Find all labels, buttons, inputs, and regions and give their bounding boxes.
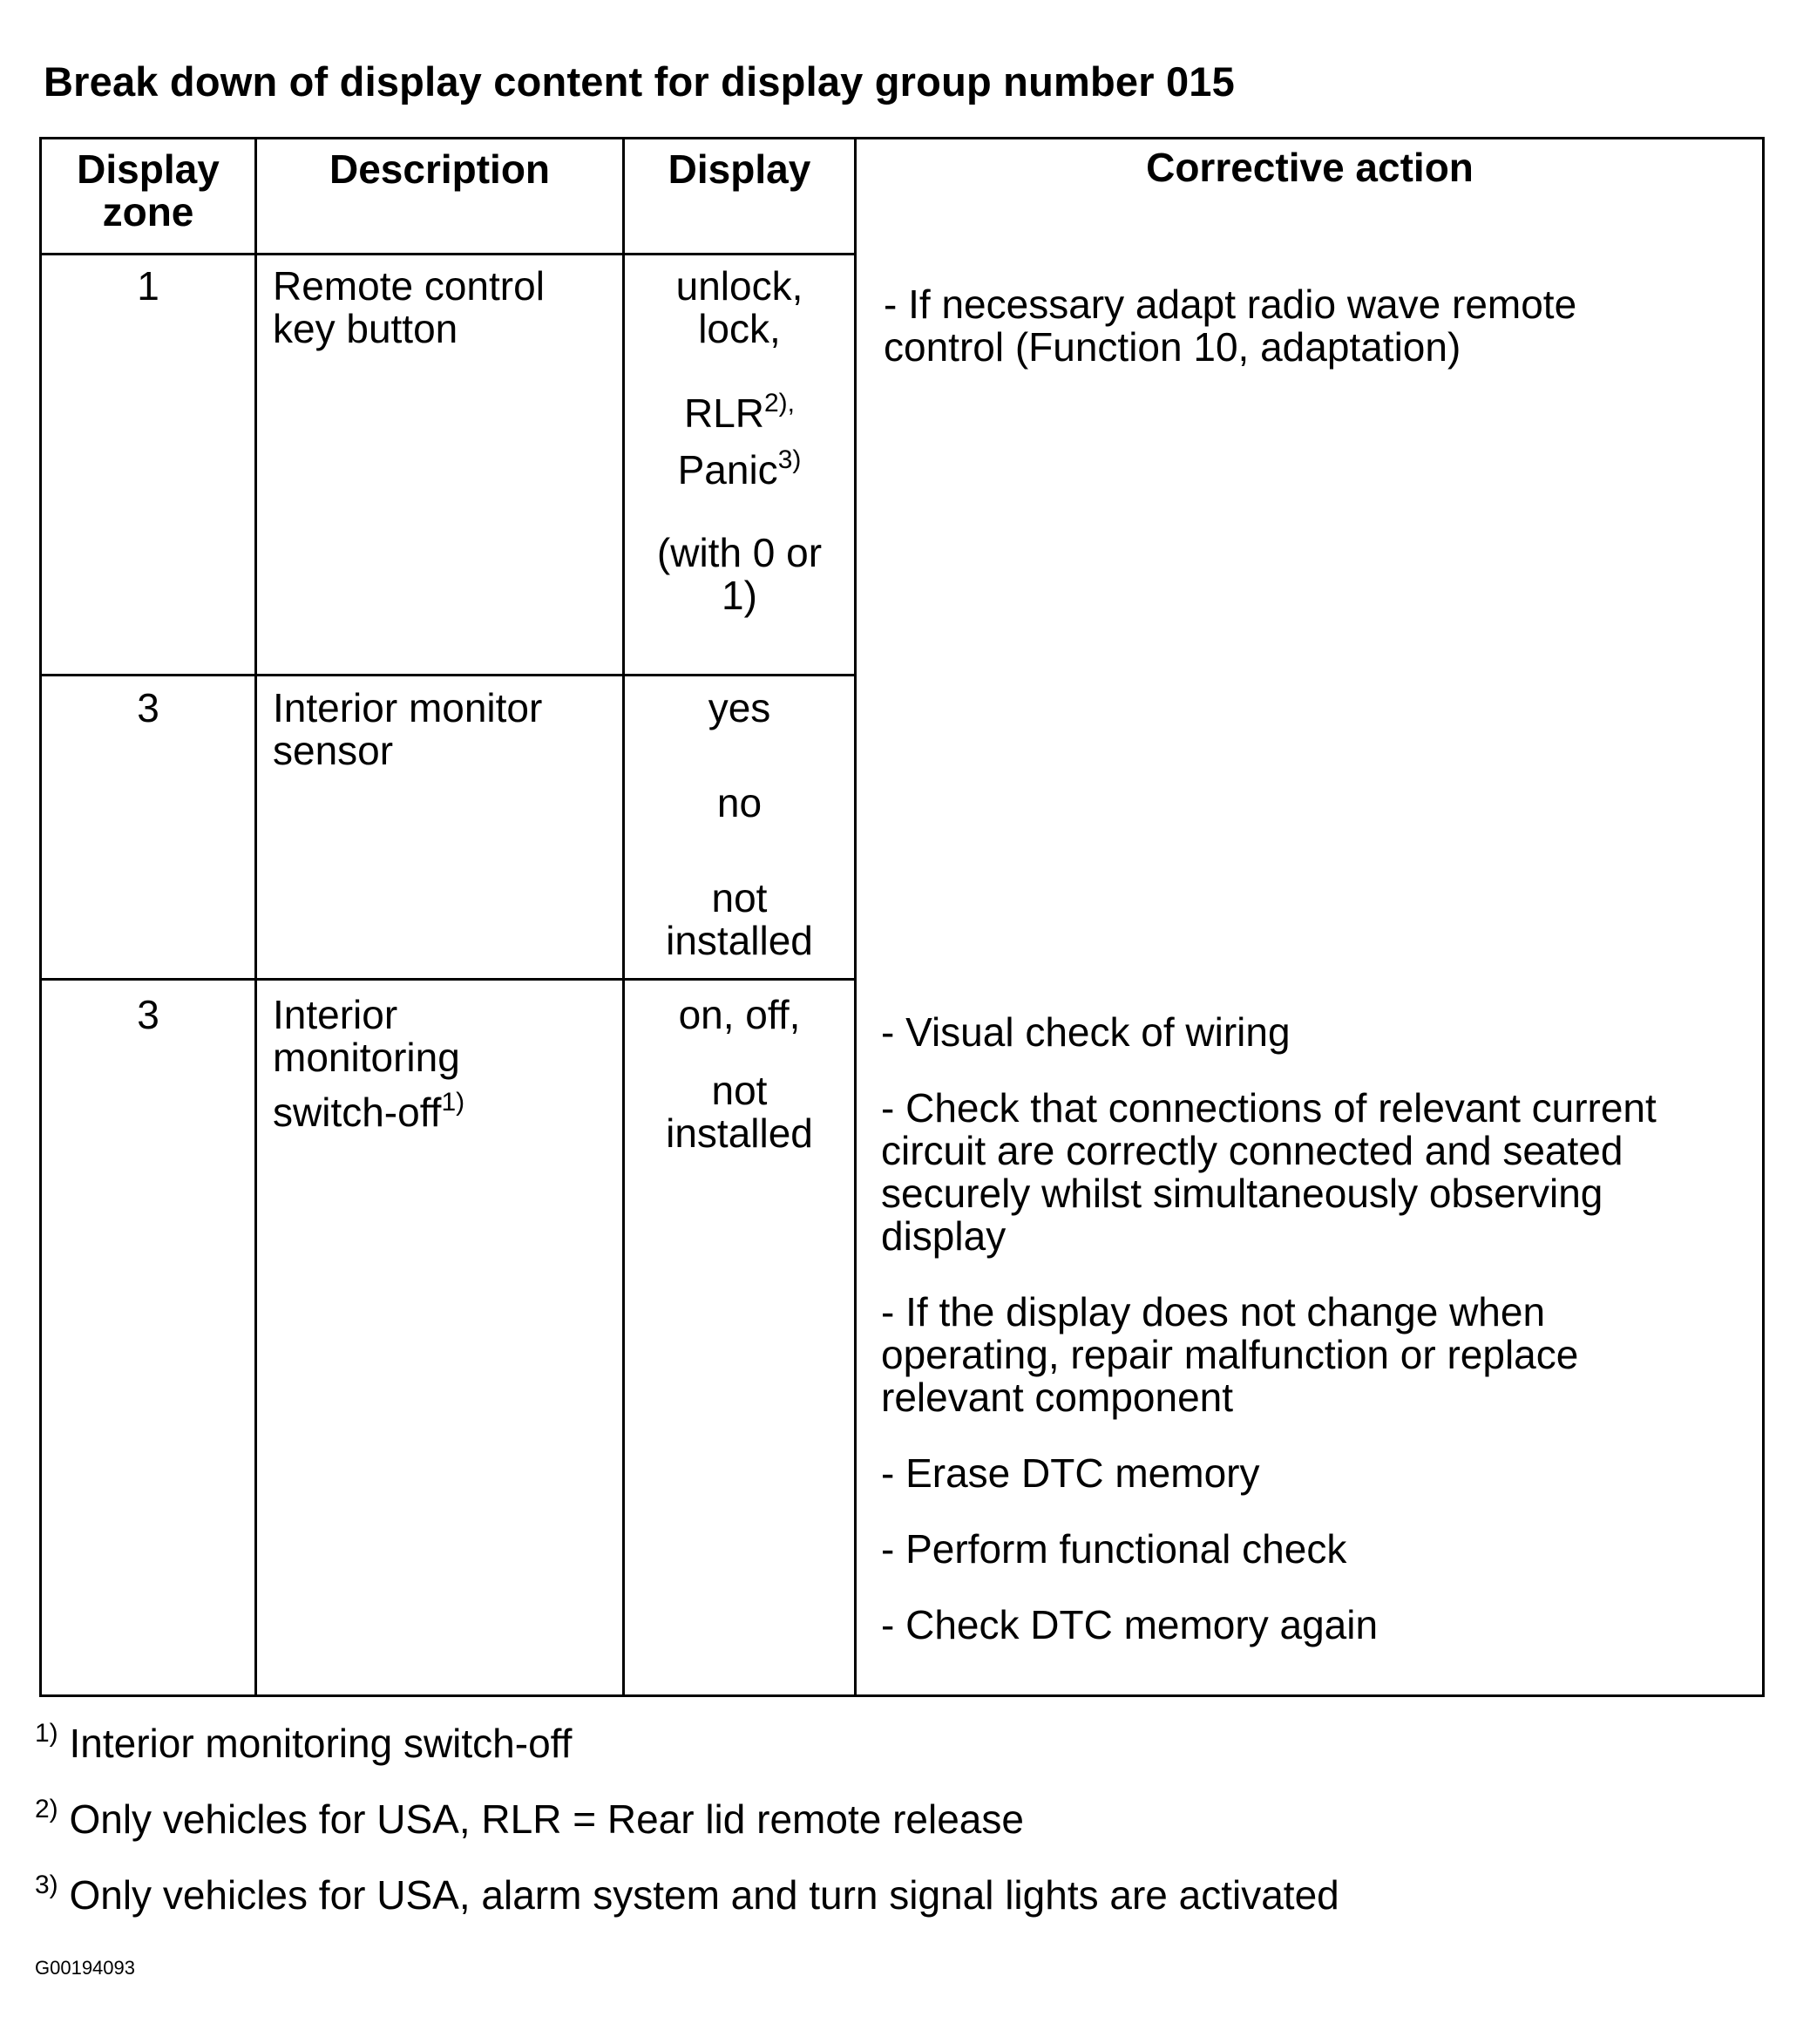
row1-display (625, 265, 854, 617)
row3-zone: 3 (137, 992, 159, 1037)
footnote-ref-1: 1) (441, 1088, 465, 1117)
row3-description-line1: Interior (273, 992, 398, 1037)
row2-display-no: no (716, 780, 763, 825)
action-display-no-change-line1: - If the display does not change when (881, 1289, 1546, 1334)
corrective-action-bottom (881, 1011, 1761, 1647)
image-code: G00194093 (35, 1957, 135, 1979)
action-check-connections-line1: - Check that connections of relevant current (881, 1085, 1657, 1131)
footnote-text-1: Interior monitoring switch-off (58, 1721, 573, 1766)
footnote-ref-3: 3) (777, 445, 802, 474)
row-divider (42, 253, 857, 255)
action-display-no-change (881, 1291, 1761, 1419)
footnotes (35, 1721, 1339, 1949)
rlr-text: RLR (683, 390, 764, 436)
row1-display-unlock: unlock, (675, 263, 803, 309)
action-check-connections-line2: circuit are correctly connected and seated (881, 1128, 1623, 1173)
row1-zone: 1 (137, 263, 159, 309)
row1-description-line2: key button (273, 306, 458, 351)
footnote-mark-2: 2) (35, 1795, 58, 1823)
switch-off-text: switch-off (273, 1090, 442, 1135)
action-visual-check: - Visual check of wiring (881, 1009, 1291, 1055)
row1-display-lock: lock, (698, 306, 781, 351)
action-check-dtc-again: - Check DTC memory again (881, 1602, 1379, 1647)
row2-display-not: not (711, 875, 768, 920)
action-erase-dtc: - Erase DTC memory (881, 1450, 1260, 1496)
action-adapt-line1: - If necessary adapt radio wave remote (884, 282, 1577, 327)
action-functional-check: - Perform functional check (881, 1526, 1347, 1572)
page-title: Break down of display content for display group number 015 (44, 58, 1235, 105)
action-display-no-change-line2: operating, repair malfunction or replace (881, 1332, 1579, 1377)
action-check-connections (881, 1087, 1761, 1258)
row1-display-with-line2: 1) (722, 573, 757, 618)
column-divider (254, 139, 257, 1694)
row3-description-line2: monitoring (273, 1035, 460, 1080)
header-display-zone (42, 148, 254, 234)
row-divider (42, 978, 857, 981)
action-check-connections-line3: securely whilst simultaneously observing (881, 1171, 1603, 1216)
row3-display-on-off: on, off, (678, 992, 801, 1037)
footnote-1 (35, 1721, 1339, 1765)
footnote-mark-1: 1) (35, 1719, 58, 1748)
column-divider (854, 139, 857, 1694)
row3-display-not: not (711, 1068, 768, 1113)
row1-display-panic (625, 445, 854, 492)
corrective-action-top (884, 283, 1759, 369)
row1-description-line1: Remote control (273, 263, 545, 309)
panic-text: Panic (677, 447, 778, 492)
row-divider (42, 674, 857, 676)
footnote-3 (35, 1873, 1339, 1917)
footnote-mark-3: 3) (35, 1871, 58, 1899)
row2-zone: 3 (137, 685, 159, 730)
action-check-connections-line4: display (881, 1213, 1007, 1259)
row1-display-rlr (625, 389, 854, 436)
row3-display (625, 994, 854, 1155)
row2-description-line1: Interior monitor (273, 685, 543, 730)
header-display-zone-line1: Display (77, 146, 220, 192)
row2-display (625, 687, 854, 962)
header-display-zone-line2: zone (102, 189, 194, 234)
header-corrective-action: Corrective action (1146, 145, 1474, 190)
row1-display-with-line1: (with 0 or (656, 530, 823, 575)
action-adapt-line2: control (Function 10, adaptation) (884, 324, 1461, 370)
display-group-table (39, 137, 1765, 1697)
row2-display-yes: yes (708, 685, 771, 730)
footnote-2 (35, 1797, 1339, 1841)
footnote-text-2: Only vehicles for USA, RLR = Rear lid remote release (58, 1796, 1024, 1842)
footnote-ref-2: 2), (764, 389, 796, 418)
footnote-text-3: Only vehicles for USA, alarm system and turn signal lights are activated (58, 1872, 1339, 1918)
row3-description-line3 (273, 1088, 621, 1135)
row2-display-installed: installed (666, 918, 813, 963)
action-display-no-change-line3: relevant component (881, 1375, 1234, 1420)
header-description: Description (329, 146, 551, 192)
row2-description-line2: sensor (273, 728, 394, 773)
row2-description (273, 687, 621, 772)
row1-description (273, 265, 621, 350)
row3-display-installed: installed (666, 1110, 813, 1156)
row3-description (273, 994, 621, 1134)
header-display: Display (668, 146, 811, 192)
